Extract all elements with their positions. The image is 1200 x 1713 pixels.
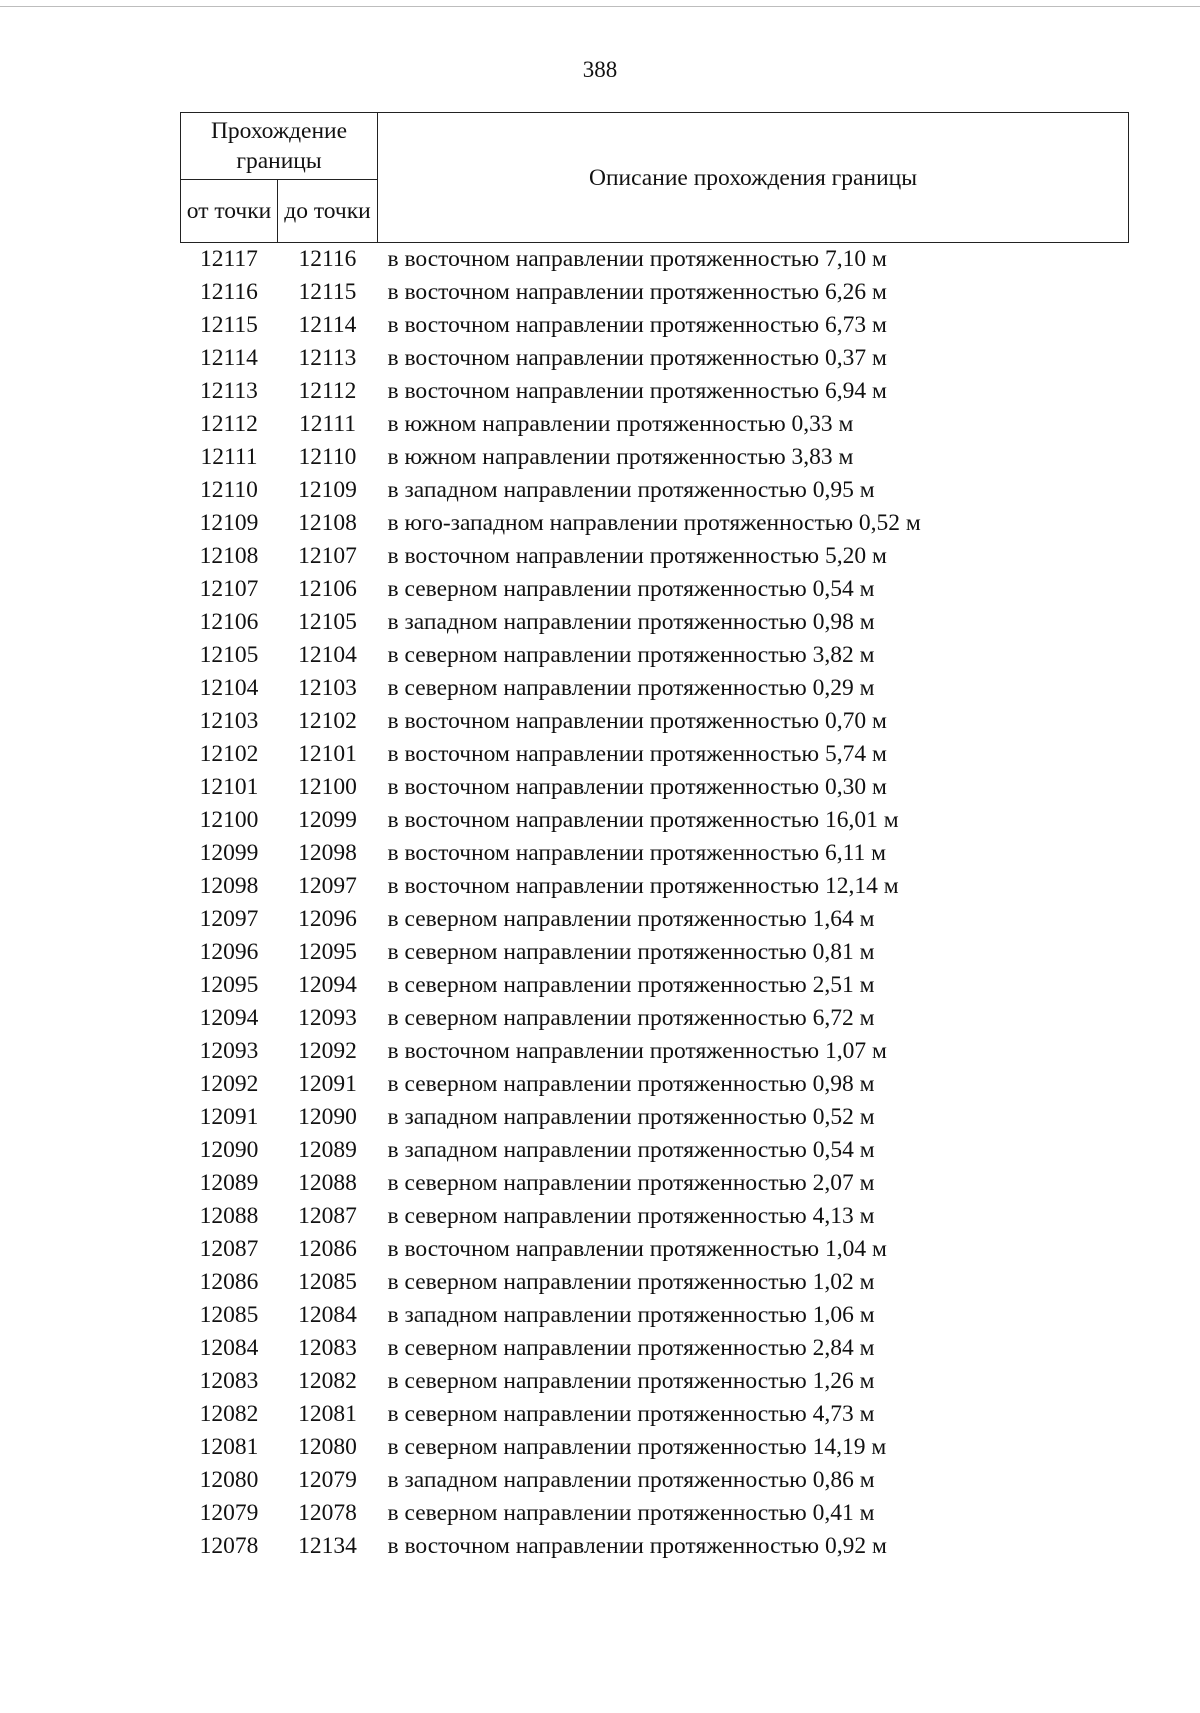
table-row: [181, 1299, 1129, 1332]
table-row: [181, 1530, 1129, 1563]
table-row: [181, 276, 1129, 309]
from-point-cell: 12096: [199, 939, 259, 965]
to-point-cell: 12086: [298, 1236, 357, 1262]
to-point-cell: 12105: [298, 609, 357, 635]
from-point-cell: 12113: [200, 378, 258, 404]
description-cell: в восточном направлении протяженностью 6,26 м: [387, 279, 887, 305]
header-description: Описание прохождения границы: [378, 113, 1129, 243]
table-row: [181, 441, 1129, 474]
table-row: [181, 1167, 1129, 1200]
to-point-cell: 12082: [298, 1368, 357, 1394]
header-from-point: от точки: [181, 180, 278, 243]
to-point-cell: 12114: [298, 312, 357, 338]
from-point-cell: 12080: [199, 1467, 259, 1493]
to-point-cell: 12095: [298, 939, 357, 965]
table-row: [181, 573, 1129, 606]
table-row: [181, 771, 1129, 804]
table-row: [181, 309, 1129, 342]
table-row: [181, 1233, 1129, 1266]
from-point-cell: 12082: [199, 1401, 259, 1427]
description-cell: в восточном направлении протяженностью 1,04 м: [387, 1236, 887, 1262]
from-point-cell: 12111: [200, 444, 258, 470]
from-point-cell: 12098: [199, 873, 259, 899]
from-point-cell: 12100: [199, 807, 259, 833]
from-point-cell: 12087: [199, 1236, 259, 1262]
boundary-table: [180, 112, 1129, 1563]
description-cell: в западном направлении протяженностью 1,06 м: [387, 1302, 875, 1328]
to-point-cell: 12100: [298, 774, 357, 800]
to-point-cell: 12104: [298, 642, 357, 668]
to-point-cell: 12110: [298, 444, 357, 470]
table-row: [181, 1464, 1129, 1497]
description-cell: в южном направлении протяженностью 3,83 м: [387, 444, 854, 470]
from-point-cell: 12079: [199, 1500, 259, 1526]
from-point-cell: 12089: [199, 1170, 259, 1196]
to-point-cell: 12102: [298, 708, 357, 734]
to-point-cell: 12080: [298, 1434, 357, 1460]
description-cell: в восточном направлении протяженностью 6,73 м: [387, 312, 887, 338]
description-cell: в северном направлении протяженностью 0,98 м: [387, 1071, 875, 1097]
from-point-cell: 12097: [199, 906, 259, 932]
description-cell: в северном направлении протяженностью 4,13 м: [387, 1203, 875, 1229]
table-row: [181, 342, 1129, 375]
description-cell: в восточном направлении протяженностью 0,37 м: [387, 345, 887, 371]
description-cell: в северном направлении протяженностью 2,51 м: [387, 972, 875, 998]
from-point-cell: 12110: [200, 477, 258, 503]
header-to-point: до точки: [278, 180, 378, 243]
to-point-cell: 12087: [298, 1203, 357, 1229]
to-point-cell: 12081: [298, 1401, 357, 1427]
table-row: [181, 738, 1129, 771]
to-point-cell: 12115: [298, 279, 357, 305]
to-point-cell: 12090: [298, 1104, 357, 1130]
table-row: [181, 1002, 1129, 1035]
from-point-cell: 12083: [199, 1368, 259, 1394]
from-point-cell: 12090: [199, 1137, 259, 1163]
table-row: [181, 375, 1129, 408]
description-cell: в северном направлении протяженностью 0,29 м: [387, 675, 875, 701]
from-point-cell: 12109: [199, 510, 259, 536]
description-cell: в западном направлении протяженностью 0,54 м: [387, 1137, 875, 1163]
table-row: [181, 1398, 1129, 1431]
description-cell: в восточном направлении протяженностью 0,70 м: [387, 708, 887, 734]
from-point-cell: 12108: [199, 543, 259, 569]
to-point-cell: 12094: [298, 972, 357, 998]
table-row: [181, 1035, 1129, 1068]
to-point-cell: 12103: [298, 675, 357, 701]
to-point-cell: 12092: [298, 1038, 357, 1064]
table-row: [181, 243, 1129, 277]
table-row: [181, 1365, 1129, 1398]
table-row: [181, 606, 1129, 639]
table-row: [181, 474, 1129, 507]
description-cell: в восточном направлении протяженностью 16,01 м: [387, 807, 899, 833]
from-point-cell: 12094: [199, 1005, 259, 1031]
to-point-cell: 12097: [298, 873, 357, 899]
description-cell: в северном направлении протяженностью 2,84 м: [387, 1335, 875, 1361]
page-number: 388: [582, 57, 618, 82]
table-row: [181, 1497, 1129, 1530]
table-row: [181, 903, 1129, 936]
description-cell: в восточном направлении протяженностью 7,10 м: [387, 246, 887, 272]
from-point-cell: 12112: [200, 411, 258, 437]
from-point-cell: 12088: [199, 1203, 259, 1229]
from-point-cell: 12101: [199, 774, 259, 800]
description-cell: в восточном направлении протяженностью 5,20 м: [387, 543, 887, 569]
to-point-cell: 12111: [298, 411, 356, 437]
description-cell: в северном направлении протяженностью 1,26 м: [387, 1368, 875, 1394]
table-row: [181, 705, 1129, 738]
table-row: [181, 804, 1129, 837]
to-point-cell: 12083: [298, 1335, 357, 1361]
table-row: [181, 1200, 1129, 1233]
from-point-cell: 12084: [199, 1335, 259, 1361]
to-point-cell: 12085: [298, 1269, 357, 1295]
description-cell: в северном направлении протяженностью 1,02 м: [387, 1269, 875, 1295]
from-point-cell: 12099: [199, 840, 259, 866]
description-cell: в восточном направлении протяженностью 6,11 м: [387, 840, 886, 866]
from-point-cell: 12102: [199, 741, 259, 767]
description-cell: в южном направлении протяженностью 0,33 м: [387, 411, 854, 437]
from-point-cell: 12095: [199, 972, 259, 998]
description-cell: в северном направлении протяженностью 2,07 м: [387, 1170, 875, 1196]
from-point-cell: 12115: [200, 312, 258, 338]
table-row: [181, 837, 1129, 870]
to-point-cell: 12113: [298, 345, 357, 371]
to-point-cell: 12134: [298, 1533, 357, 1559]
from-point-cell: 12106: [199, 609, 259, 635]
from-point-cell: 12103: [199, 708, 259, 734]
description-cell: в северном направлении протяженностью 0,54 м: [387, 576, 875, 602]
from-point-cell: 12085: [199, 1302, 259, 1328]
description-cell: в восточном направлении протяженностью 1,07 м: [387, 1038, 887, 1064]
to-point-cell: 12101: [298, 741, 357, 767]
to-point-cell: 12078: [298, 1500, 357, 1526]
description-cell: в северном направлении протяженностью 0,81 м: [387, 939, 875, 965]
scan-edge-line: [0, 6, 1200, 7]
to-point-cell: 12088: [298, 1170, 357, 1196]
from-point-cell: 12104: [199, 675, 259, 701]
from-point-cell: 12081: [199, 1434, 259, 1460]
table-row: [181, 672, 1129, 705]
from-point-cell: 12078: [199, 1533, 259, 1559]
from-point-cell: 12086: [199, 1269, 259, 1295]
description-cell: в северном направлении протяженностью 4,73 м: [387, 1401, 875, 1427]
to-point-cell: 12116: [298, 246, 357, 272]
from-point-cell: 12107: [199, 576, 259, 602]
table-row: [181, 1101, 1129, 1134]
description-cell: в северном направлении протяженностью 3,82 м: [387, 642, 875, 668]
to-point-cell: 12109: [298, 477, 357, 503]
table-row: [181, 507, 1129, 540]
description-cell: в западном направлении протяженностью 0,52 м: [387, 1104, 875, 1130]
description-cell: в восточном направлении протяженностью 0,92 м: [387, 1533, 887, 1559]
table-row: [181, 540, 1129, 573]
from-point-cell: 12093: [199, 1038, 259, 1064]
description-cell: в восточном направлении протяженностью 12,14 м: [387, 873, 899, 899]
to-point-cell: 12106: [298, 576, 357, 602]
to-point-cell: 12079: [298, 1467, 357, 1493]
to-point-cell: 12093: [298, 1005, 357, 1031]
from-point-cell: 12116: [200, 279, 258, 305]
table-row: [181, 1431, 1129, 1464]
to-point-cell: 12107: [298, 543, 357, 569]
table-body: [181, 243, 1129, 1564]
table-row: [181, 1068, 1129, 1101]
to-point-cell: 12098: [298, 840, 357, 866]
to-point-cell: 12096: [298, 906, 357, 932]
table-row: [181, 1266, 1129, 1299]
description-cell: в северном направлении протяженностью 1,64 м: [387, 906, 875, 932]
to-point-cell: 12091: [298, 1071, 357, 1097]
table-row: [181, 1332, 1129, 1365]
to-point-cell: 12089: [298, 1137, 357, 1163]
table-row: [181, 936, 1129, 969]
table-row: [181, 870, 1129, 903]
from-point-cell: 12114: [200, 345, 258, 371]
description-cell: в восточном направлении протяженностью 5,74 м: [387, 741, 887, 767]
table-row: [181, 408, 1129, 441]
description-cell: в северном направлении протяженностью 0,41 м: [387, 1500, 875, 1526]
description-cell: в западном направлении протяженностью 0,95 м: [387, 477, 875, 503]
description-cell: в восточном направлении протяженностью 6,94 м: [387, 378, 887, 404]
to-point-cell: 12084: [298, 1302, 357, 1328]
header-boundary-passage: Прохождение границы: [181, 113, 378, 180]
description-cell: в западном направлении протяженностью 0,98 м: [387, 609, 875, 635]
to-point-cell: 12108: [298, 510, 357, 536]
table-row: [181, 1134, 1129, 1167]
from-point-cell: 12117: [200, 246, 258, 272]
description-cell: в западном направлении протяженностью 0,86 м: [387, 1467, 875, 1493]
description-cell: в восточном направлении протяженностью 0,30 м: [387, 774, 887, 800]
table-row: [181, 969, 1129, 1002]
table-header: [181, 113, 1129, 243]
description-cell: в северном направлении протяженностью 6,72 м: [387, 1005, 875, 1031]
to-point-cell: 12099: [298, 807, 357, 833]
from-point-cell: 12092: [199, 1071, 259, 1097]
from-point-cell: 12105: [199, 642, 259, 668]
from-point-cell: 12091: [199, 1104, 259, 1130]
to-point-cell: 12112: [298, 378, 357, 404]
description-cell: в юго-западном направлении протяженностью 0,52 м: [387, 510, 921, 536]
description-cell: в северном направлении протяженностью 14,19 м: [387, 1434, 887, 1460]
table-row: [181, 639, 1129, 672]
